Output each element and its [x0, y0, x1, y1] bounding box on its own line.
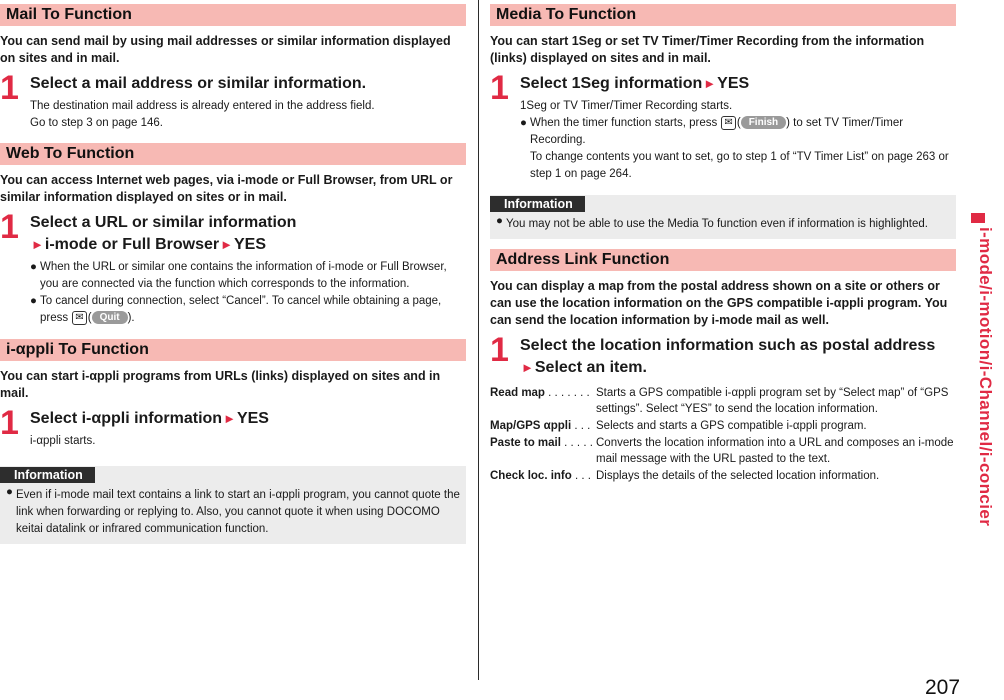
right-column — [490, 4, 956, 485]
step-title: Select a mail address or similar information. — [30, 75, 367, 92]
info-label: Information — [490, 196, 585, 212]
chapter-label: i-mode/i-motion/i-Channel/i-concier — [976, 227, 995, 527]
address-link-step-1 — [490, 331, 956, 379]
iappli-to-intro: You can start i-αppli programs from URLs (links) displayed on sites and in mail. — [0, 369, 441, 400]
step-option: YES — [236, 410, 269, 427]
info-text: Even if i-mode mail text contains a link to start an i-αppli program, you cannot quote the link when forwarding or replying to. Also, you cannot quote it when using DOCOMO keitai datalink or infrared communication function. — [16, 489, 460, 535]
key-text: Map/GPS αppli — [490, 420, 572, 432]
step-option: i-mode or Full Browser — [44, 236, 220, 253]
step-number: 1 — [0, 69, 19, 107]
table-row — [490, 468, 956, 484]
step-title — [520, 335, 956, 379]
table-value: Starts a GPS compatible i-αppli program set by “Select map” of “GPS settings”. Select “YES” to send the location information. — [596, 387, 949, 415]
column-divider — [478, 0, 479, 680]
bullet-item — [30, 259, 466, 293]
table-key — [490, 385, 596, 417]
web-to-intro: You can access Internet web pages, via i-mode or Full Browser, from URL or similar information displayed on sites or in mail. — [0, 173, 453, 204]
step-title-text: Select 1Seg information — [520, 75, 703, 92]
step-title-text: Select a URL or similar information — [30, 214, 297, 231]
step-number: 1 — [0, 404, 19, 442]
bullet-text: To change contents you want to set, go to step 1 of “TV Timer List” on page 263 or step 1 on page 264. — [530, 151, 949, 180]
step-option: Select an item. — [534, 359, 647, 376]
bullet-text: ). — [127, 312, 135, 324]
mail-to-heading: Mail To Function — [0, 4, 466, 26]
step-body-line: The destination mail address is already entered in the address field. — [30, 100, 375, 112]
media-to-step-1 — [490, 69, 956, 183]
step-option: YES — [234, 236, 267, 253]
leader-dots: . . . . . . . — [544, 387, 590, 399]
media-to-heading: Media To Function — [490, 4, 956, 26]
table-row — [490, 385, 956, 417]
bullet-text: When the URL or similar one contains the information of i-mode or Full Browser, you are connected via the function which corresponds to the information. — [40, 261, 447, 290]
key-text: Read map — [490, 387, 545, 399]
bullet-text: When the timer function starts, press — [530, 117, 721, 129]
chapter-side-tab — [971, 213, 1004, 578]
mail-key-icon: ✉ — [721, 116, 735, 130]
arrow-icon: ► — [521, 360, 534, 375]
web-to-heading: Web To Function — [0, 143, 466, 165]
table-value: Converts the location information into a URL and composes an i-mode mail message with the URL pasted to the text. — [596, 437, 954, 465]
bullet-text: ) to set TV Timer/Timer Recording. — [530, 117, 904, 146]
iappli-to-heading: i-αppli To Function — [0, 339, 466, 361]
finish-softkey: Finish — [741, 116, 786, 129]
media-to-intro: You can start 1Seg or set TV Timer/Timer Recording from the information (links) displayed on sites and in mail. — [490, 34, 925, 65]
address-link-heading: Address Link Function — [490, 249, 956, 271]
table-row — [490, 418, 956, 434]
step-body — [520, 98, 956, 183]
mail-key-icon: ✉ — [72, 311, 86, 325]
table-key — [490, 418, 596, 434]
mail-to-step-1 — [0, 69, 466, 132]
arrow-icon: ► — [703, 76, 717, 91]
key-text: Paste to mail — [490, 437, 561, 449]
leader-dots: . . . — [571, 420, 591, 432]
arrow-icon: ► — [220, 237, 233, 252]
step-body-line: 1Seg or TV Timer/Timer Recording starts. — [520, 100, 733, 112]
step-title — [30, 212, 466, 256]
mail-to-intro: You can send mail by using mail addresses or similar information displayed on sites and in mail. — [0, 34, 451, 65]
leader-dots: . . . . . — [560, 437, 593, 449]
step-title-text: Select the location information such as postal address — [520, 337, 936, 354]
info-box-left — [0, 466, 466, 544]
info-box-right — [490, 195, 956, 239]
bullet-text: To cancel during connection, select “Cancel”. To cancel while obtaining a page, press — [40, 295, 442, 324]
info-bullet — [490, 213, 956, 233]
step-number: 1 — [490, 331, 509, 369]
step-title — [30, 408, 466, 430]
leader-dots: . . . — [571, 470, 591, 482]
step-body — [30, 259, 466, 327]
left-column — [0, 4, 466, 544]
option-table — [490, 385, 956, 484]
step-body: i-αppli starts. — [30, 435, 96, 447]
step-title — [520, 73, 956, 95]
table-row — [490, 435, 956, 467]
bullet-icon: ● — [30, 295, 37, 307]
key-text: Check loc. info — [490, 470, 572, 482]
table-value: Selects and starts a GPS compatible i-αppli program. — [596, 420, 867, 432]
step-number: 1 — [490, 69, 509, 107]
step-title-text: Select i-αppli information — [30, 410, 223, 427]
step-number: 1 — [0, 208, 19, 246]
bullet-icon: ● — [520, 117, 527, 129]
bullet-icon: ● — [30, 261, 37, 273]
table-value: Displays the details of the selected location information. — [596, 470, 880, 482]
step-body — [30, 98, 466, 132]
bullet-icon: ● — [6, 486, 13, 498]
bullet-item: ● To cancel during connection, select “Cancel”. To cancel while obtaining a page, press ✉ ( Quit ). — [30, 295, 442, 324]
step-option: YES — [717, 75, 750, 92]
bullet-icon: ● — [496, 215, 503, 227]
web-to-step-1 — [0, 208, 466, 327]
side-tab-marker — [971, 213, 985, 223]
step-body-line: Go to step 3 on page 146. — [30, 117, 163, 129]
info-label: Information — [0, 467, 95, 483]
table-key — [490, 468, 596, 484]
address-link-intro: You can display a map from the postal address shown on a site or others or can use the location information on the GPS compatible i-αppli program. You can send the location information by i-mode mail as well. — [490, 279, 948, 327]
iappli-to-step-1 — [0, 404, 466, 450]
table-key — [490, 435, 596, 467]
bullet-item: ● When the timer function starts, press ✉ ( Finish ) to set TV Timer/Timer Recording. To change contents you want to set, go to step 1 of “TV Timer List” on page 263 or step 1 on page 264. — [520, 117, 949, 180]
page-number: 207 — [925, 676, 961, 699]
arrow-icon: ► — [223, 411, 236, 426]
arrow-icon: ► — [31, 237, 44, 252]
info-bullet — [0, 484, 466, 538]
info-text: You may not be able to use the Media To function even if information is highlighted. — [506, 218, 928, 230]
quit-softkey: Quit — [92, 311, 128, 324]
